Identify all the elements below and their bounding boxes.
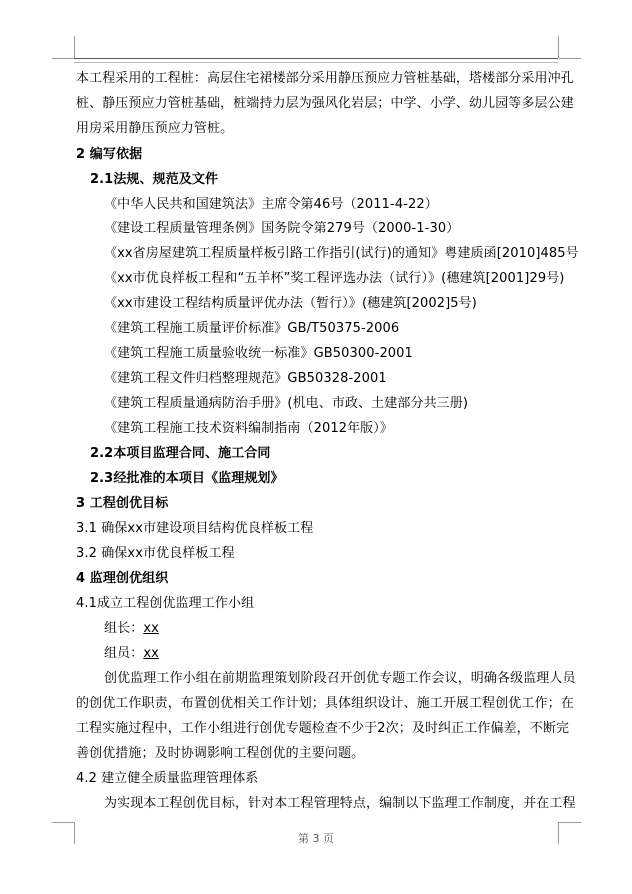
leader-name: xx [143, 621, 159, 636]
crop-mark [52, 822, 74, 823]
goal-item: 3.1 确保xx市建设项目结构优良样板工程 [76, 521, 314, 536]
regulation-item: 《建筑工程质量通病防治手册》(机电、市政、土建部分共三册) [104, 396, 469, 411]
crop-mark [559, 58, 581, 59]
leader-label: 组长： [104, 621, 144, 636]
subheading-2-1: 2.1法规、规范及文件 [90, 172, 219, 187]
member-label: 组员： [104, 646, 144, 661]
page-number: 第 3 页 [298, 832, 334, 845]
section-heading-4: 4 监理创优组织 [76, 571, 169, 586]
regulation-item: 《建筑工程施工质量评价标准》GB/T50375-2006 [104, 321, 400, 336]
section-heading-3: 3 工程创优目标 [76, 496, 169, 511]
body-paragraph-line: 善创优措施；及时协调影响工程创优的主要问题。 [76, 746, 365, 761]
header-rule-thin [74, 62, 558, 63]
regulation-item: 《建筑工程施工技术资料编制指南（2012年版）》 [104, 421, 393, 436]
subheading-4-2: 4.2 建立健全质量监理管理体系 [76, 771, 259, 786]
member-row [104, 645, 159, 663]
regulation-item: 《xx市建设工程结构质量评优办法（暂行）》(穗建筑[2002]5号) [104, 296, 477, 311]
body-paragraph-line: 为实现本工程创优目标，针对本工程管理特点，编制以下监理工作制度，并在工程 [104, 796, 576, 811]
goal-item: 3.2 确保xx市优良样板工程 [76, 546, 235, 561]
crop-mark [558, 36, 559, 58]
regulation-item: 《xx市优良样板工程和“五羊杯”奖工程评选办法（试行）》(穗建筑[2001]29号) [104, 271, 565, 286]
subheading-2-3: 2.3经批准的本项目《监理规划》 [90, 471, 284, 486]
regulation-item: 《xx省房屋建筑工程质量样板引路工作指引(试行)的通知》粤建质函[2010]485号 [104, 246, 579, 261]
subheading-2-2: 2.2本项目监理合同、施工合同 [90, 446, 271, 461]
header-rule [74, 58, 558, 59]
crop-mark [559, 822, 581, 823]
regulation-item: 《建筑工程施工质量验收统一标准》GB50300-2001 [104, 346, 413, 361]
regulation-item: 《中华人民共和国建筑法》主席令第46号（2011-4-22） [104, 197, 438, 212]
body-paragraph-line: 工程实施过程中，工作小组进行创优专题检查不少于2次；及时纠正工作偏差，不断完 [76, 721, 570, 736]
body-paragraph-line: 创优监理工作小组在前期监理策划阶段召开创优专题工作会议，明确各级监理人员 [104, 671, 576, 686]
intro-line: 用房采用静压预应力管桩。 [76, 121, 234, 136]
leader-row [104, 620, 159, 638]
subheading-4-1: 4.1成立工程创优监理工作小组 [76, 596, 255, 611]
member-name: xx [143, 646, 159, 661]
crop-mark [74, 36, 75, 58]
regulation-item: 《建筑工程文件归档整理规范》GB50328-2001 [104, 371, 387, 386]
regulation-item: 《建设工程质量管理条例》国务院令第279号（2000-1-30） [104, 221, 460, 236]
crop-mark [52, 58, 74, 59]
intro-line: 桩、静压预应力管桩基础，桩端持力层为强风化岩层；中学、小学、幼儿园等多层公建 [76, 96, 574, 111]
intro-line: 本工程采用的工程桩：高层住宅裙楼部分采用静压预应力管桩基础，塔楼部分采用冲孔 [76, 71, 574, 86]
body-paragraph-line: 的创优工作职责，布置创优相关工作计划；具体组织设计、施工开展工程创优工作；在 [76, 696, 574, 711]
section-heading-2: 2 编写依据 [76, 147, 143, 162]
